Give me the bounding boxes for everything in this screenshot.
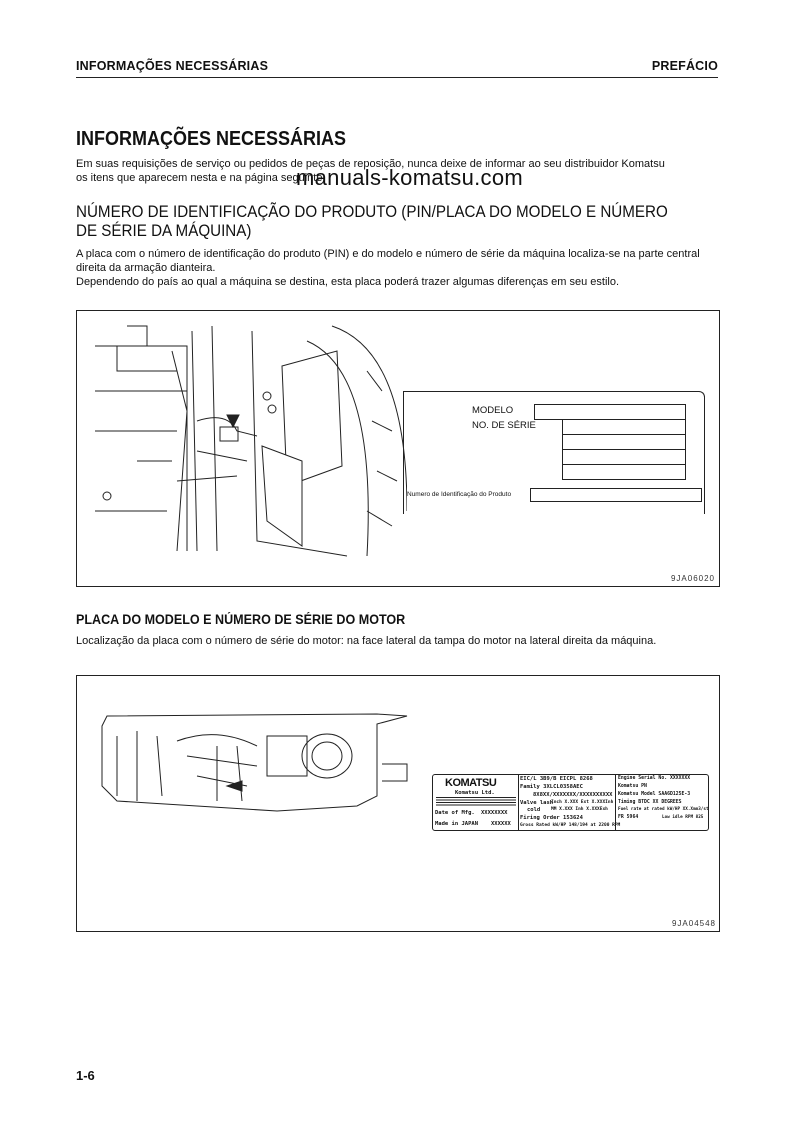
figure-pin-plate	[76, 310, 720, 587]
plate-middle	[519, 775, 621, 830]
page-number: 1-6	[76, 1068, 95, 1083]
plate-text: Family 3XLCL0358AEC	[520, 784, 583, 790]
pin-label: Numero de Identificação do Produto	[407, 491, 512, 498]
figure-code: 9JA06020	[670, 574, 715, 583]
section-heading-pin: NÚMERO DE IDENTIFICAÇÃO DO PRODUTO (PIN/PLACA DO MODELO E NÚMERO DE SÉRIE DA MÁQUINA)	[76, 203, 668, 240]
pin-field	[530, 488, 702, 502]
plate-text: EIC/L 3B9/B EICPL 8268	[520, 776, 593, 782]
plate-text: FR 5964	[618, 815, 639, 820]
section1-para2: Dependendo do país ao qual a máquina se destina, esta placa poderá trazer algumas diferenças em seu estilo.	[76, 276, 620, 288]
plate-text: Komatsu PN	[618, 784, 647, 789]
intro-line: os itens que aparecem nesta e na página seguinte.	[76, 172, 326, 184]
plate-text: Valve lash	[520, 800, 554, 806]
plate-text: Komatsu Ltd.	[455, 790, 495, 796]
section1-para1: A placa com o número de identificação do produto (PIN) e do modelo e número de série da máquina localiza-se na parte central direita da armação dianteira.	[76, 248, 700, 274]
plate-text: Low idle RPM 825	[662, 815, 704, 820]
plate-text: Fuel rate at rated kW/HP XX.Xmm3/st	[618, 807, 709, 812]
page-title: INFORMAÇÕES NECESSÁRIAS	[76, 128, 347, 150]
serial-field	[562, 419, 686, 435]
serial-field	[562, 434, 686, 450]
serial-field	[562, 464, 686, 480]
figure-engine-plate	[76, 675, 720, 932]
intro-line: Em suas requisições de serviço ou pedidos de peças de reposição, nunca deixe de informar ao seu distribuidor Komatsu	[76, 158, 665, 170]
section-heading-engine: PLACA DO MODELO E NÚMERO DE SÉRIE DO MOTOR	[76, 612, 406, 627]
warning-text	[436, 797, 516, 807]
plate-text: Made in JAPAN	[435, 821, 479, 827]
plate-text: Gross Rated kW/HP 148/194 at 2200 RPM	[520, 823, 621, 828]
plate-text: XXXXXXXX	[481, 810, 508, 816]
plate-text: MM X.XXX Inh X.XXXExh	[551, 807, 608, 812]
engine-plate	[432, 774, 709, 831]
serial-field	[562, 449, 686, 465]
figure-code: 9JA04548	[671, 919, 716, 928]
komatsu-logo: KOMATSU	[445, 777, 497, 789]
plate-text: Date of Mfg.	[435, 810, 475, 816]
header-section: INFORMAÇÕES NECESSÁRIAS	[76, 59, 269, 73]
plate-text: XXXXXX	[491, 821, 511, 827]
pin-plate	[403, 391, 705, 514]
plate-left	[433, 775, 519, 830]
model-label: MODELO	[472, 405, 514, 416]
serial-label: NO. DE SÉRIE	[472, 420, 536, 431]
engine-illustration	[77, 676, 437, 826]
plate-text: Engine Serial No. XXXXXXX	[618, 776, 691, 781]
plate-text: Timing BTDC XX DEGREES	[618, 800, 682, 805]
plate-text: 8X8XX/XXXXXXX/XXXXXXXXXX	[533, 792, 613, 798]
header-rule	[76, 77, 718, 78]
header-chapter: PREFÁCIO	[651, 59, 718, 73]
plate-text: Firing Order 153624	[520, 815, 583, 821]
plate-text: Komatsu Model SAA6D125E-3	[618, 792, 691, 797]
plate-right	[617, 775, 707, 830]
machine-frame-illustration	[77, 311, 407, 586]
plate-text: cold	[527, 807, 541, 813]
model-field	[534, 404, 686, 420]
section2-para: Localização da placa com o número de série do motor: na face lateral da tampa do motor na lateral direita da máquina.	[76, 635, 657, 647]
watermark: manuals-komatsu.com	[296, 165, 523, 190]
plate-text: Inch X.XXX Ext X.XXXInh	[551, 800, 614, 805]
